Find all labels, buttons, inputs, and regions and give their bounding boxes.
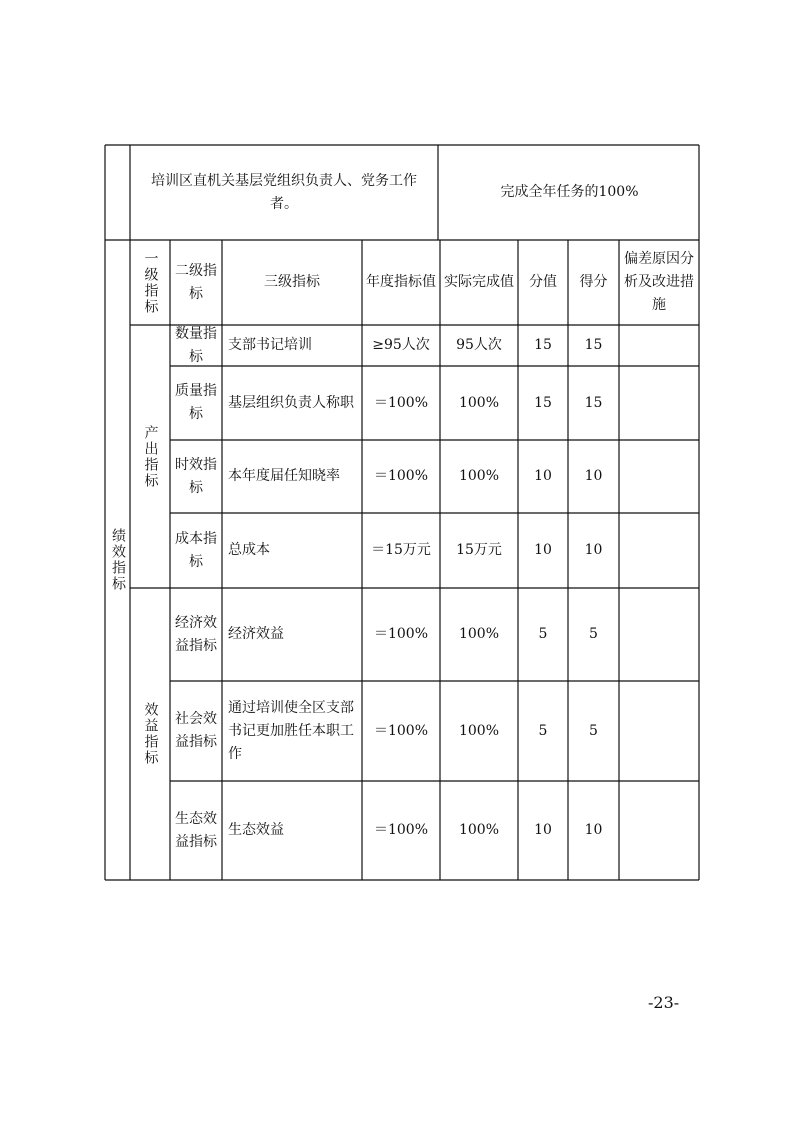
performance-indicators-label: 绩效指标: [110, 528, 126, 592]
table-row-weight: 15: [534, 394, 552, 411]
completion-text: 完成全年任务的100%: [500, 184, 639, 200]
table-row-actual: 95人次: [456, 337, 502, 353]
table-row-remarks: [619, 325, 699, 366]
table-row-weight: 5: [538, 722, 548, 739]
table-row-score: 10: [584, 468, 603, 484]
table-row-level3: 总成本: [228, 542, 270, 558]
column-level3-header: 三级指标: [264, 274, 320, 290]
table-row-score: 10: [584, 542, 603, 558]
table-row-level2: 时效指标: [175, 456, 217, 496]
table-row-level3: 通过培训使全区支部书记更加胜任本职工作: [228, 699, 354, 762]
table-row-target: ＝100%: [373, 626, 429, 642]
table-row-score: 10: [584, 822, 603, 838]
table-row-weight: 10: [534, 822, 552, 838]
table-row-level3: 生态效益: [228, 822, 284, 838]
table-row-remarks: [619, 781, 699, 880]
table-row-actual: 100%: [458, 822, 500, 838]
table-row-remarks: [619, 440, 699, 513]
table-row-remarks: [619, 366, 699, 440]
table-row-weight: 5: [538, 626, 548, 642]
table-row-actual: 100%: [458, 394, 500, 411]
table-row-level3: 基层组织负责人称职: [228, 394, 354, 411]
table-row-level2: 经济效益指标: [175, 614, 217, 654]
table-row-actual: 15万元: [456, 542, 502, 558]
table-row-target: ≥95人次: [372, 337, 430, 353]
table-row-remarks: [619, 681, 699, 781]
table-row-level2: 生态效益指标: [175, 810, 217, 850]
table-row-target: ＝100%: [373, 722, 429, 739]
table-row-actual: 100%: [458, 722, 500, 739]
benefit-indicators-label: 效益指标: [142, 702, 159, 766]
table-row-target: ＝100%: [373, 394, 429, 411]
table-row-score: 5: [589, 722, 598, 739]
table-row-level3: 本年度届任知晓率: [228, 468, 340, 484]
column-level2-header: 二级指标: [175, 262, 217, 302]
table-row-level2: 数量指标: [175, 325, 217, 365]
page-number: -23-: [648, 993, 680, 1012]
table-row-weight: 10: [534, 542, 552, 558]
column-remarks-header: 偏差原因分析及改进措施: [624, 251, 694, 313]
table-row-level3: 经济效益: [228, 626, 284, 642]
table-row-target: ＝100%: [373, 468, 429, 484]
column-level1-header: 一级指标: [142, 250, 159, 315]
table-row-level2: 成本指标: [175, 530, 217, 570]
table-row-remarks: [619, 588, 699, 681]
column-weight-header: 分值: [529, 274, 557, 290]
table-row-level3: 支部书记培训: [228, 337, 312, 353]
table-row-weight: 10: [534, 468, 552, 484]
table-row-score: 5: [589, 626, 598, 642]
column-score-header: 得分: [579, 274, 608, 290]
table-row-weight: 15: [534, 337, 552, 353]
table-row-score: 15: [584, 337, 603, 353]
table-row-level2: 社会效益指标: [175, 711, 217, 750]
table-row-level2: 质量指标: [175, 383, 217, 422]
table-row-actual: 100%: [458, 626, 500, 642]
beneficiaries-text: 培训区直机关基层党组织负责人、党务工作者。: [151, 173, 417, 212]
column-target-header: 年度指标值: [366, 274, 436, 290]
output-indicators-label: 产出指标: [142, 424, 159, 489]
table-row-actual: 100%: [458, 468, 500, 484]
table-row-target: ＝15万元: [371, 542, 431, 558]
table-row-target: ＝100%: [373, 822, 429, 838]
column-actual-header: 实际完成值: [444, 274, 514, 290]
table-row-score: 15: [584, 394, 603, 411]
table-row-remarks: [619, 513, 699, 588]
